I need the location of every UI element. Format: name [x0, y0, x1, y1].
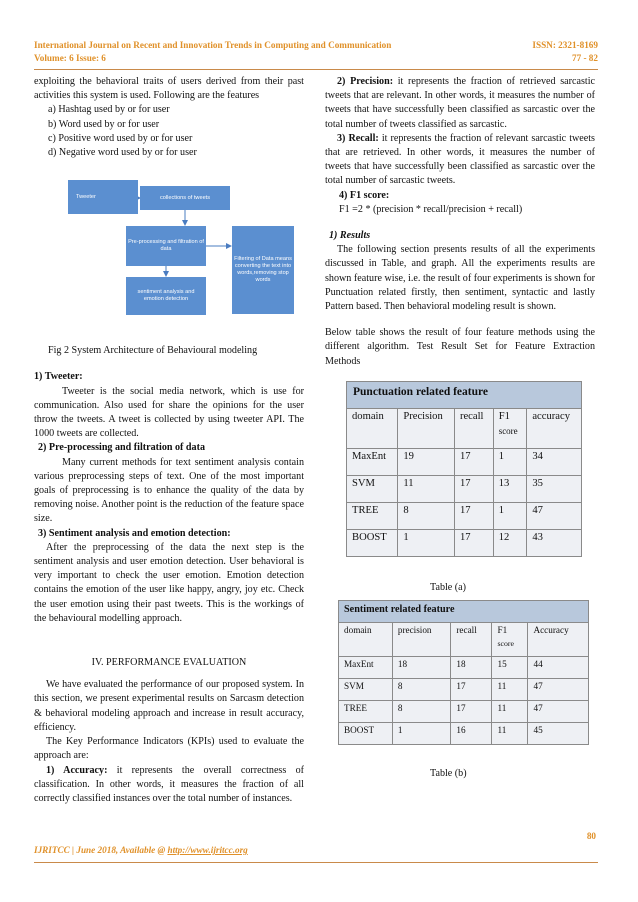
recall-title: 3) Recall: [337, 132, 379, 144]
score-label: score [497, 639, 514, 648]
tweeter-box: Tweeter [68, 180, 138, 214]
kpi-paragraph: The Key Performance Indicators (KPIs) used to evaluate the approach are: [34, 736, 304, 762]
table-cell: 8 [392, 679, 451, 701]
table-b-caption: Table (b) [430, 768, 467, 779]
column-header: accuracy [527, 409, 582, 449]
column-header: domain [347, 409, 398, 449]
feature-item: a) Hashtag used by or for user [48, 104, 170, 116]
results-title: 1) Results [329, 230, 371, 242]
preprocessing-box: Pre-processing and filtration of data [126, 226, 206, 266]
table-cell: 13 [493, 476, 527, 503]
table-cell: BOOST [347, 530, 398, 557]
table-cell: TREE [347, 503, 398, 530]
table-cell: 17 [451, 701, 492, 723]
table-cell: 44 [528, 657, 589, 679]
f1-label: F1 [498, 411, 510, 422]
feature-item: d) Negative word used by or for user [48, 147, 197, 159]
intro-paragraph: exploiting the behavioral traits of users derived from their past activities this system is used. Following are the features [34, 76, 304, 102]
table-cell: 18 [392, 657, 451, 679]
recall-paragraph [325, 132, 595, 189]
table-cell: 8 [398, 503, 455, 530]
f1-title: 4) F1 score: [339, 189, 390, 201]
system-architecture-diagram [34, 170, 304, 330]
table-cell: SVM [347, 476, 398, 503]
column-header: domain [339, 623, 393, 657]
section-tweeter-title: 1) Tweeter: [34, 371, 83, 383]
table-row [339, 657, 589, 679]
journal-title: International Journal on Recent and Innovation Trends in Computing and Communication [34, 40, 392, 50]
table-cell: 34 [527, 449, 582, 476]
table-cell: 43 [527, 530, 582, 557]
table-a-caption: Table (a) [430, 582, 466, 593]
table-row [347, 503, 582, 530]
table-title: Sentiment related feature [339, 601, 589, 623]
column-header [493, 409, 527, 449]
column-header: precision [392, 623, 451, 657]
table-row [347, 530, 582, 557]
running-header-line-1 [34, 40, 598, 50]
volume-issue: Volume: 6 Issue: 6 [34, 53, 106, 63]
section-heading: IV. PERFORMANCE EVALUATION [91, 657, 247, 669]
table-cell: 17 [454, 449, 493, 476]
section-sentiment-title: 3) Sentiment analysis and emotion detection: [38, 527, 231, 539]
table-cell: 18 [451, 657, 492, 679]
left-column [34, 75, 304, 806]
table-cell: 17 [454, 530, 493, 557]
recall-text: it represents the fraction of relevant sarcastic tweets that are retrieved. In other words, it measures the number of tweets that have successfully been classified as sarcastic over the total number of sarcastic tweets. [325, 132, 595, 187]
table-cell: 47 [528, 701, 589, 723]
f1-label: F1 [497, 625, 508, 635]
page-number: 80 [586, 831, 596, 841]
accuracy-text: it represents the overall correctness of classification. In other words, it measures the fraction of all correctly classified instances over the total number of instances. [34, 764, 305, 804]
accuracy-paragraph [34, 764, 304, 807]
table-row [339, 679, 589, 701]
table-cell: 11 [398, 476, 455, 503]
table-cell: 47 [527, 503, 582, 530]
performance-paragraph: We have evaluated the performance of our proposed system. In this section, we present experimental results on Sarcasm detection & behavioral modeling approach and increase in result accuracy, efficiency. [34, 679, 304, 733]
table-cell: 19 [398, 449, 455, 476]
table-cell: 17 [454, 503, 493, 530]
header-rule [34, 69, 598, 70]
table-cell: 47 [528, 679, 589, 701]
journal-link[interactable]: http://www.ijritcc.org [167, 845, 248, 855]
table-intro-paragraph: Below table shows the result of four feature methods using the different algorithm. Test Result Set for Feature Extraction Methods [325, 327, 595, 367]
table-cell: 8 [392, 701, 451, 723]
table-cell: 1 [392, 723, 451, 745]
table-row [347, 449, 582, 476]
column-header [492, 623, 528, 657]
section-tweeter-text: Tweeter is the social media network, which is use for communication. Also used for share the opinions for the user throw the tweets. A tweet is collected by using tweeter API. The 1000 tweets are collected. [34, 385, 304, 440]
figure-caption: Fig 2 System Architecture of Behavioural modeling [48, 345, 258, 357]
filtering-box: Filtering of Data means converting the text into words,removing stop words [232, 226, 294, 314]
table-cell: SVM [339, 679, 393, 701]
table-cell: 11 [492, 723, 528, 745]
table-cell: 16 [451, 723, 492, 745]
section-preprocessing-title: 2) Pre-processing and filtration of data [38, 442, 206, 454]
column-header: Accuracy [528, 623, 589, 657]
results-paragraph: The following section presents results of all the experiments discussed in Table, and graph. All the experiments results are shown feature wise, i.e. the result of four experiments is shown for Punctuation related firstly, then sentiment, syntactic and lastly Pattern based. Then behavioral modeling result is shown. [325, 244, 595, 313]
column-header: recall [454, 409, 493, 449]
table-cell: 12 [493, 530, 527, 557]
table-cell: 45 [528, 723, 589, 745]
table-cell: BOOST [339, 723, 393, 745]
footer [34, 845, 248, 855]
column-header: recall [451, 623, 492, 657]
right-column [325, 75, 595, 369]
table-cell: 11 [492, 701, 528, 723]
feature-item: b) Word used by or for user [48, 118, 160, 130]
table-row [339, 701, 589, 723]
footer-rule [34, 862, 598, 863]
running-header-line-2 [34, 53, 598, 63]
precision-text: it represents the fraction of retrieved sarcastic tweets that are relevant. In other words, it measures the number of tweets that have successfully been classified as sarcastic over the total number of tweets classified as sarcastic. [325, 76, 595, 130]
table-cell: 35 [527, 476, 582, 503]
f1-formula: F1 =2 * (precision * recall/precision + recall) [339, 203, 523, 215]
footer-text: IJRITCC | June 2018, Available @ [34, 845, 168, 855]
table-title: Punctuation related feature [347, 382, 582, 409]
column-header: Precision [398, 409, 455, 449]
section-sentiment-text: After the preprocessing of the data the next step is the sentiment analysis and user emotion detection. User behavioral is very important to check the user emotion. Emotion detection contains the emotion of the user like happy, angry, joy etc. Check the user emotion using their past tweets. This is the workings of the behavioural modelling approach. [34, 541, 304, 624]
table-cell: 17 [454, 476, 493, 503]
table-cell: TREE [339, 701, 393, 723]
punctuation-feature-table [346, 381, 582, 557]
issn: ISSN: 2321-8169 [532, 40, 598, 50]
section-preprocessing-text: Many current methods for text sentiment analysis contain various preprocessing steps of text. One of the most important goals of preprocessing is to enhance the quality of the data by removing noise. Another point is the reduction of the feature space size. [34, 456, 304, 525]
score-label: score [498, 426, 518, 436]
page-range: 77 - 82 [571, 53, 598, 63]
table-cell: 15 [492, 657, 528, 679]
precision-title: 2) Precision: [337, 76, 394, 87]
table-cell: 11 [492, 679, 528, 701]
table-cell: 1 [493, 503, 527, 530]
table-cell: MaxEnt [339, 657, 393, 679]
table-cell: 17 [451, 679, 492, 701]
table-row [339, 723, 589, 745]
sentiment-box: sentiment analysis and emotion detection [126, 277, 206, 315]
table-row [347, 476, 582, 503]
collections-box: collections of tweets [140, 186, 230, 210]
feature-item: c) Positive word used by or for user [48, 132, 193, 144]
sentiment-feature-table [338, 600, 589, 745]
table-cell: 1 [493, 449, 527, 476]
accuracy-title: 1) Accuracy: [46, 764, 108, 776]
precision-paragraph [325, 75, 595, 132]
table-cell: MaxEnt [347, 449, 398, 476]
table-cell: 1 [398, 530, 455, 557]
